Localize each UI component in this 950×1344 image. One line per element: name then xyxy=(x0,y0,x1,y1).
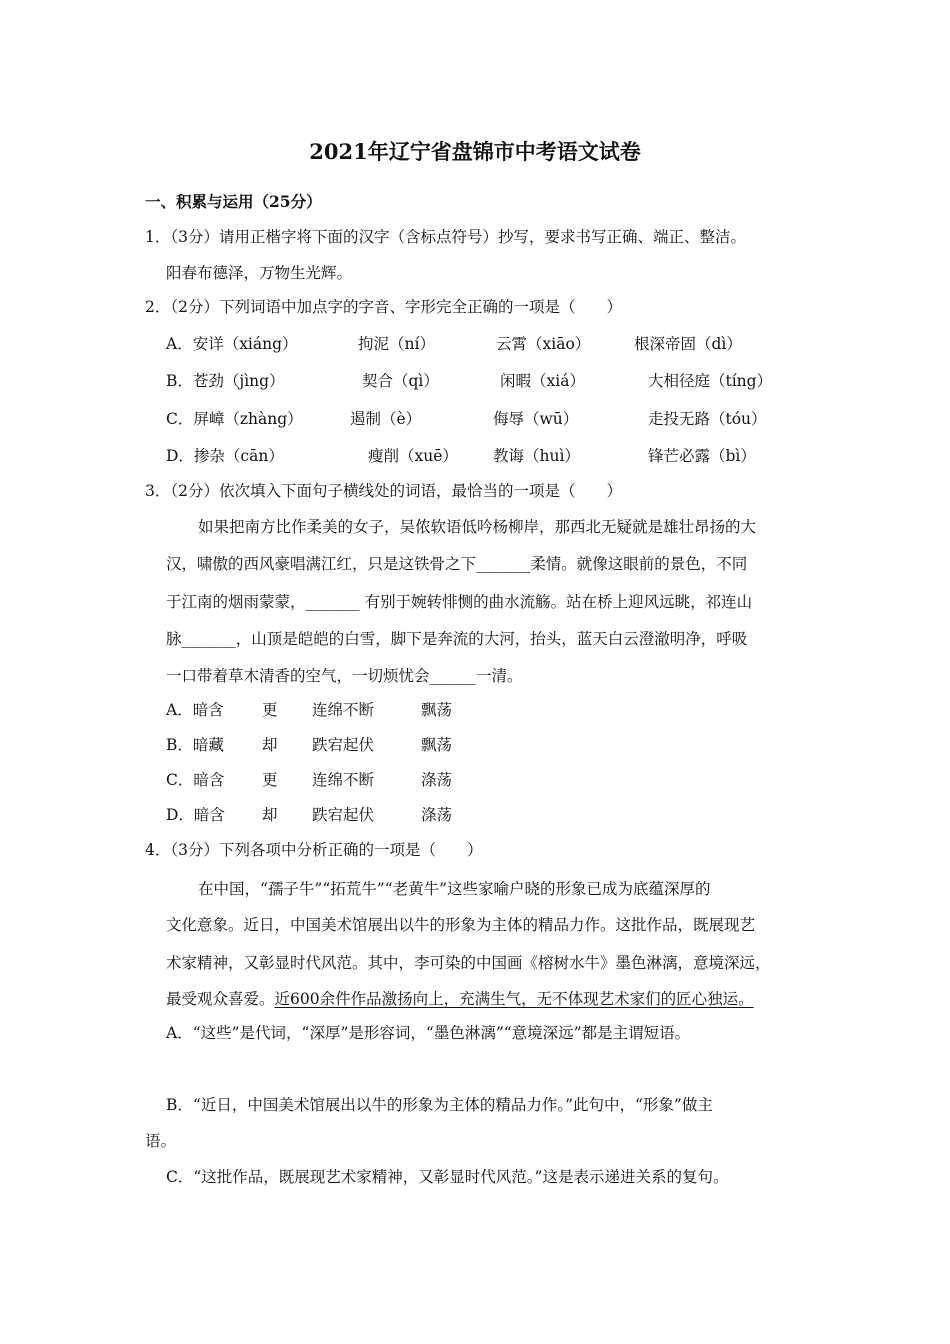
q3-option-c-4: 涤荡 xyxy=(421,771,453,789)
q4-option-c: C．“这批作品，既展现艺术家精神，又彰显时代风范。”这是表示递进关系的复句。 xyxy=(166,1168,729,1186)
q2-option-a-4: 根深帝固（dì） xyxy=(634,335,742,353)
q2-option-d-3: 教诲（huì） xyxy=(493,447,580,465)
q3-option-b-4: 飘荡 xyxy=(421,736,453,754)
q3-option-a-4: 飘荡 xyxy=(421,701,453,719)
section-heading: 一、积累与运用（25分） xyxy=(145,192,322,211)
q2-option-b-2: 契合（qì） xyxy=(362,372,439,390)
q4-passage-line: 在中国，“孺子牛”“拓荒牛”“老黄牛”这些家喻户晓的形象已成为底蕴深厚的 xyxy=(198,880,711,898)
q4-underlined-sentence: 近600余件作品激扬向上，充满生气，无不体现艺术家们的匠心独运。 xyxy=(274,990,754,1008)
q2-option-c-1: C．屏嶂（zhàng） xyxy=(166,410,303,428)
q3-option-a-1: A．暗含 xyxy=(166,701,224,719)
question-1-text: 阳春布德泽，万物生光辉。 xyxy=(166,264,353,282)
question-4-stem: 4．（3分）下列各项中分析正确的一项是（ ） xyxy=(145,841,483,859)
q2-option-c-4: 走投无路（tóu） xyxy=(648,410,767,428)
q3-passage-line: 于江南的烟雨蒙蒙，_______ 有别于婉转悱恻的曲水流觞。站在桥上迎风远眺，祁连山 xyxy=(166,593,753,611)
q2-option-d-1: D．掺杂（cān） xyxy=(166,447,284,465)
q4-passage-line: 术家精神，又彰显时代风范。其中，李可染的中国画《榕树水牛》墨色淋漓，意境深远， xyxy=(166,954,771,972)
q3-option-d-4: 涤荡 xyxy=(421,806,453,824)
q3-option-c-2: 更 xyxy=(262,771,278,789)
q3-option-b-2: 却 xyxy=(262,736,278,754)
q4-passage-line: 文化意象。近日，中国美术馆展出以牛的形象为主体的精品力作。这批作品，既展现艺 xyxy=(166,916,756,934)
q3-option-c-1: C．暗含 xyxy=(166,771,225,789)
q2-option-b-4: 大相径庭（tíng） xyxy=(648,372,773,390)
q2-option-c-2: 遏制（è） xyxy=(350,410,422,428)
q4-option-b-continued: 语。 xyxy=(145,1132,177,1150)
q2-option-a-3: 云霄（xiāo） xyxy=(496,335,591,353)
q2-option-d-2: 瘦削（xuē） xyxy=(368,447,458,465)
q3-passage-line: 如果把南方比作柔美的女子，吴侬软语低吟杨柳岸，那西北无疑就是雄壮昂扬的大 xyxy=(198,518,757,536)
q3-option-d-1: D．暗含 xyxy=(166,806,225,824)
q3-option-b-3: 跌宕起伏 xyxy=(312,736,375,754)
q3-option-a-2: 更 xyxy=(262,701,278,719)
q3-passage-line: 汉，啸傲的西风豪唱满江红，只是这铁骨之下_______柔情。就像这眼前的景色，不同 xyxy=(166,555,748,573)
q2-option-d-4: 锋芒必露（bì） xyxy=(648,447,756,465)
page-title: 2021年辽宁省盘锦市中考语文试卷 xyxy=(309,139,641,164)
q4-passage-text: 最受观众喜爱。 xyxy=(166,990,275,1008)
q4-option-a: A．“这些”是代词，“深厚”是形容词，“墨色淋漓”“意境深远”都是主谓短语。 xyxy=(166,1024,691,1042)
question-1-stem: 1．（3分）请用正楷字将下面的汉字（含标点符号）抄写，要求书写正确、端正、整洁。 xyxy=(145,228,746,246)
q2-option-a-2: 拘泥（ní） xyxy=(358,335,435,353)
q2-option-a-1: A．安详（xiáng） xyxy=(166,335,298,353)
q3-option-b-1: B．暗藏 xyxy=(166,736,224,754)
q2-option-c-3: 侮辱（wū） xyxy=(493,410,579,428)
q3-option-c-3: 连绵不断 xyxy=(312,771,375,789)
q3-option-d-3: 跌宕起伏 xyxy=(312,806,375,824)
q3-passage-line: 一口带着草木清香的空气，一切烦忧会______一清。 xyxy=(166,667,523,685)
q3-option-a-3: 连绵不断 xyxy=(312,701,375,719)
q2-option-b-1: B．苍劲（jìng） xyxy=(166,372,285,390)
question-2-stem: 2．（2分）下列词语中加点字的字音、字形完全正确的一项是（ ） xyxy=(145,298,622,316)
q4-passage-line xyxy=(166,989,754,1009)
question-3-stem: 3．（2分）依次填入下面句子横线处的词语，最恰当的一项是（ ） xyxy=(145,482,622,500)
q3-option-d-2: 却 xyxy=(262,806,278,824)
q3-passage-line: 脉_______，山顶是皑皑的白雪，脚下是奔流的大河，抬头，蓝天白云澄澈明净，呼吸 xyxy=(166,630,748,648)
q4-option-b: B．“近日，中国美术馆展出以牛的形象为主体的精品力作。”此句中，“形象”做主 xyxy=(166,1096,713,1114)
q2-option-b-3: 闲暇（xiá） xyxy=(500,372,585,390)
